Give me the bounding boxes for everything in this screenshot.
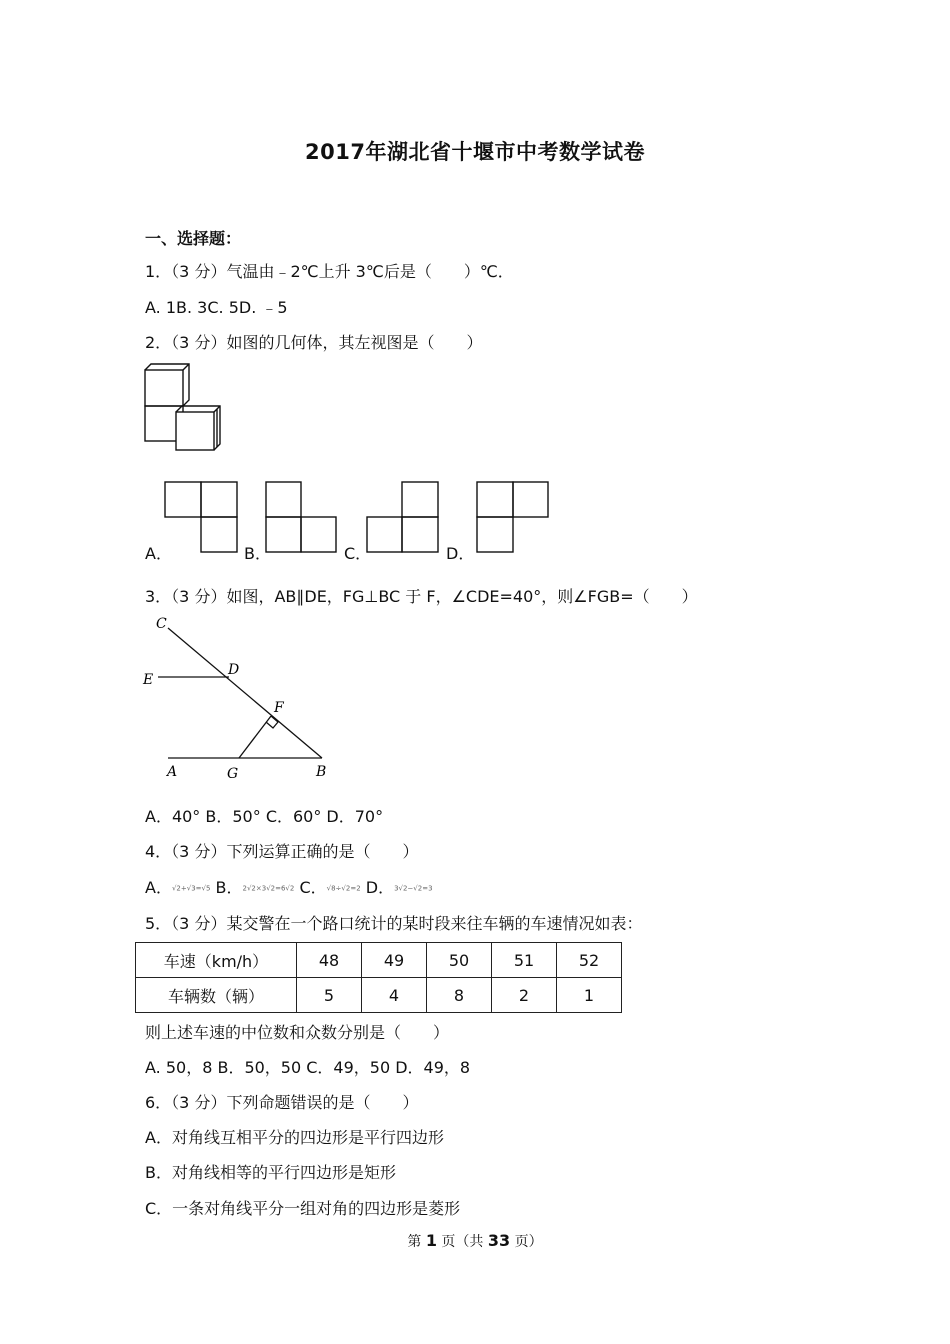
q2-option-d-label: D． [446,544,475,563]
table-header-speed: 车速（km/h） [136,943,297,978]
table-row [136,943,622,978]
footer-middle: 页（共 [436,1234,488,1250]
q3-label-f: F [274,700,284,716]
question-5-question: 则上述车速的中位数和众数分别是（ ） [145,1023,450,1042]
question-6-option-c: C．一条对角线平分一组对角的四边形是菱形 [145,1199,461,1218]
q4-option-c-label: C． [299,878,327,897]
question-4-stem: 4．（3 分）下列运算正确的是（ ） [145,842,419,861]
footer-page-number: 1 [425,1231,437,1250]
q2-option-c-view [366,480,442,554]
q4-option-b-expr: 2√2×3√2=6√2 [242,884,295,893]
footer-total-pages: 33 [487,1231,511,1250]
q2-option-c-label: C． [344,544,372,563]
table-cell: 51 [492,943,557,978]
table-cell: 49 [362,943,427,978]
speed-table [135,942,622,1013]
q3-label-d: D [228,662,240,678]
q3-label-e: E [143,672,154,688]
q3-label-b: B [316,764,327,780]
table-cell: 4 [362,978,427,1013]
question-1-stem: 1．（3 分）气温由﹣2℃上升 3℃后是（ ）℃． [145,262,514,281]
question-3-options: A．40° B．50° C．60° D．70° [145,807,384,826]
question-1-options: A. 1B. 3C. 5D. ﹣5 [145,298,288,317]
table-cell: 1 [557,978,622,1013]
q3-label-c: C [156,616,167,632]
q2-option-b-view [264,480,340,554]
question-6-stem: 6．（3 分）下列命题错误的是（ ） [145,1093,419,1112]
q2-solid-figure [140,362,230,452]
table-cell: 50 [427,943,492,978]
q2-option-b-label: B． [244,544,271,563]
question-4-options [145,875,433,898]
q4-option-c-expr: √8÷√2=2 [326,884,361,893]
q3-label-a: A [167,764,178,780]
question-3-stem: 3．（3 分）如图，AB∥DE，FG⊥BC 于 F，∠CDE=40°，则∠FGB=（ ） [145,587,698,606]
footer-suffix: 页） [510,1234,543,1250]
table-cell: 2 [492,978,557,1013]
table-header-count: 车辆数（辆） [136,978,297,1013]
table-row [136,978,622,1013]
q4-option-a-expr: √2+√3=√5 [171,884,211,893]
question-5-stem: 5．（3 分）某交警在一个路口统计的某时段来往车辆的车速情况如表： [145,914,643,933]
q4-option-d-label: D． [365,878,395,897]
section-heading: 一、选择题： [145,229,242,248]
table-cell: 8 [427,978,492,1013]
question-6-option-a: A．对角线互相平分的四边形是平行四边形 [145,1128,444,1147]
table-cell: 52 [557,943,622,978]
question-6-option-b: B．对角线相等的平行四边形是矩形 [145,1163,396,1182]
question-2-stem: 2．（3 分）如图的几何体，其左视图是（ ） [145,333,483,352]
q2-option-d-view [475,480,551,554]
table-cell: 5 [297,978,362,1013]
q4-option-b-label: B． [215,878,243,897]
q2-option-a-label: A． [145,544,172,563]
q4-option-a-label: A． [145,878,172,897]
table-cell: 48 [297,943,362,978]
q4-option-d-expr: 3√2−√2=3 [394,884,433,893]
q3-label-g: G [227,766,239,782]
question-5-options: A. 50，8 B．50，50 C．49，50 D．49，8 [145,1058,471,1077]
page-footer [0,1231,950,1251]
footer-prefix: 第 [407,1234,426,1250]
q2-option-a-view [164,480,240,554]
page-title: 2017年湖北省十堰市中考数学试卷 [305,140,645,164]
q3-geometry-figure [140,612,340,787]
